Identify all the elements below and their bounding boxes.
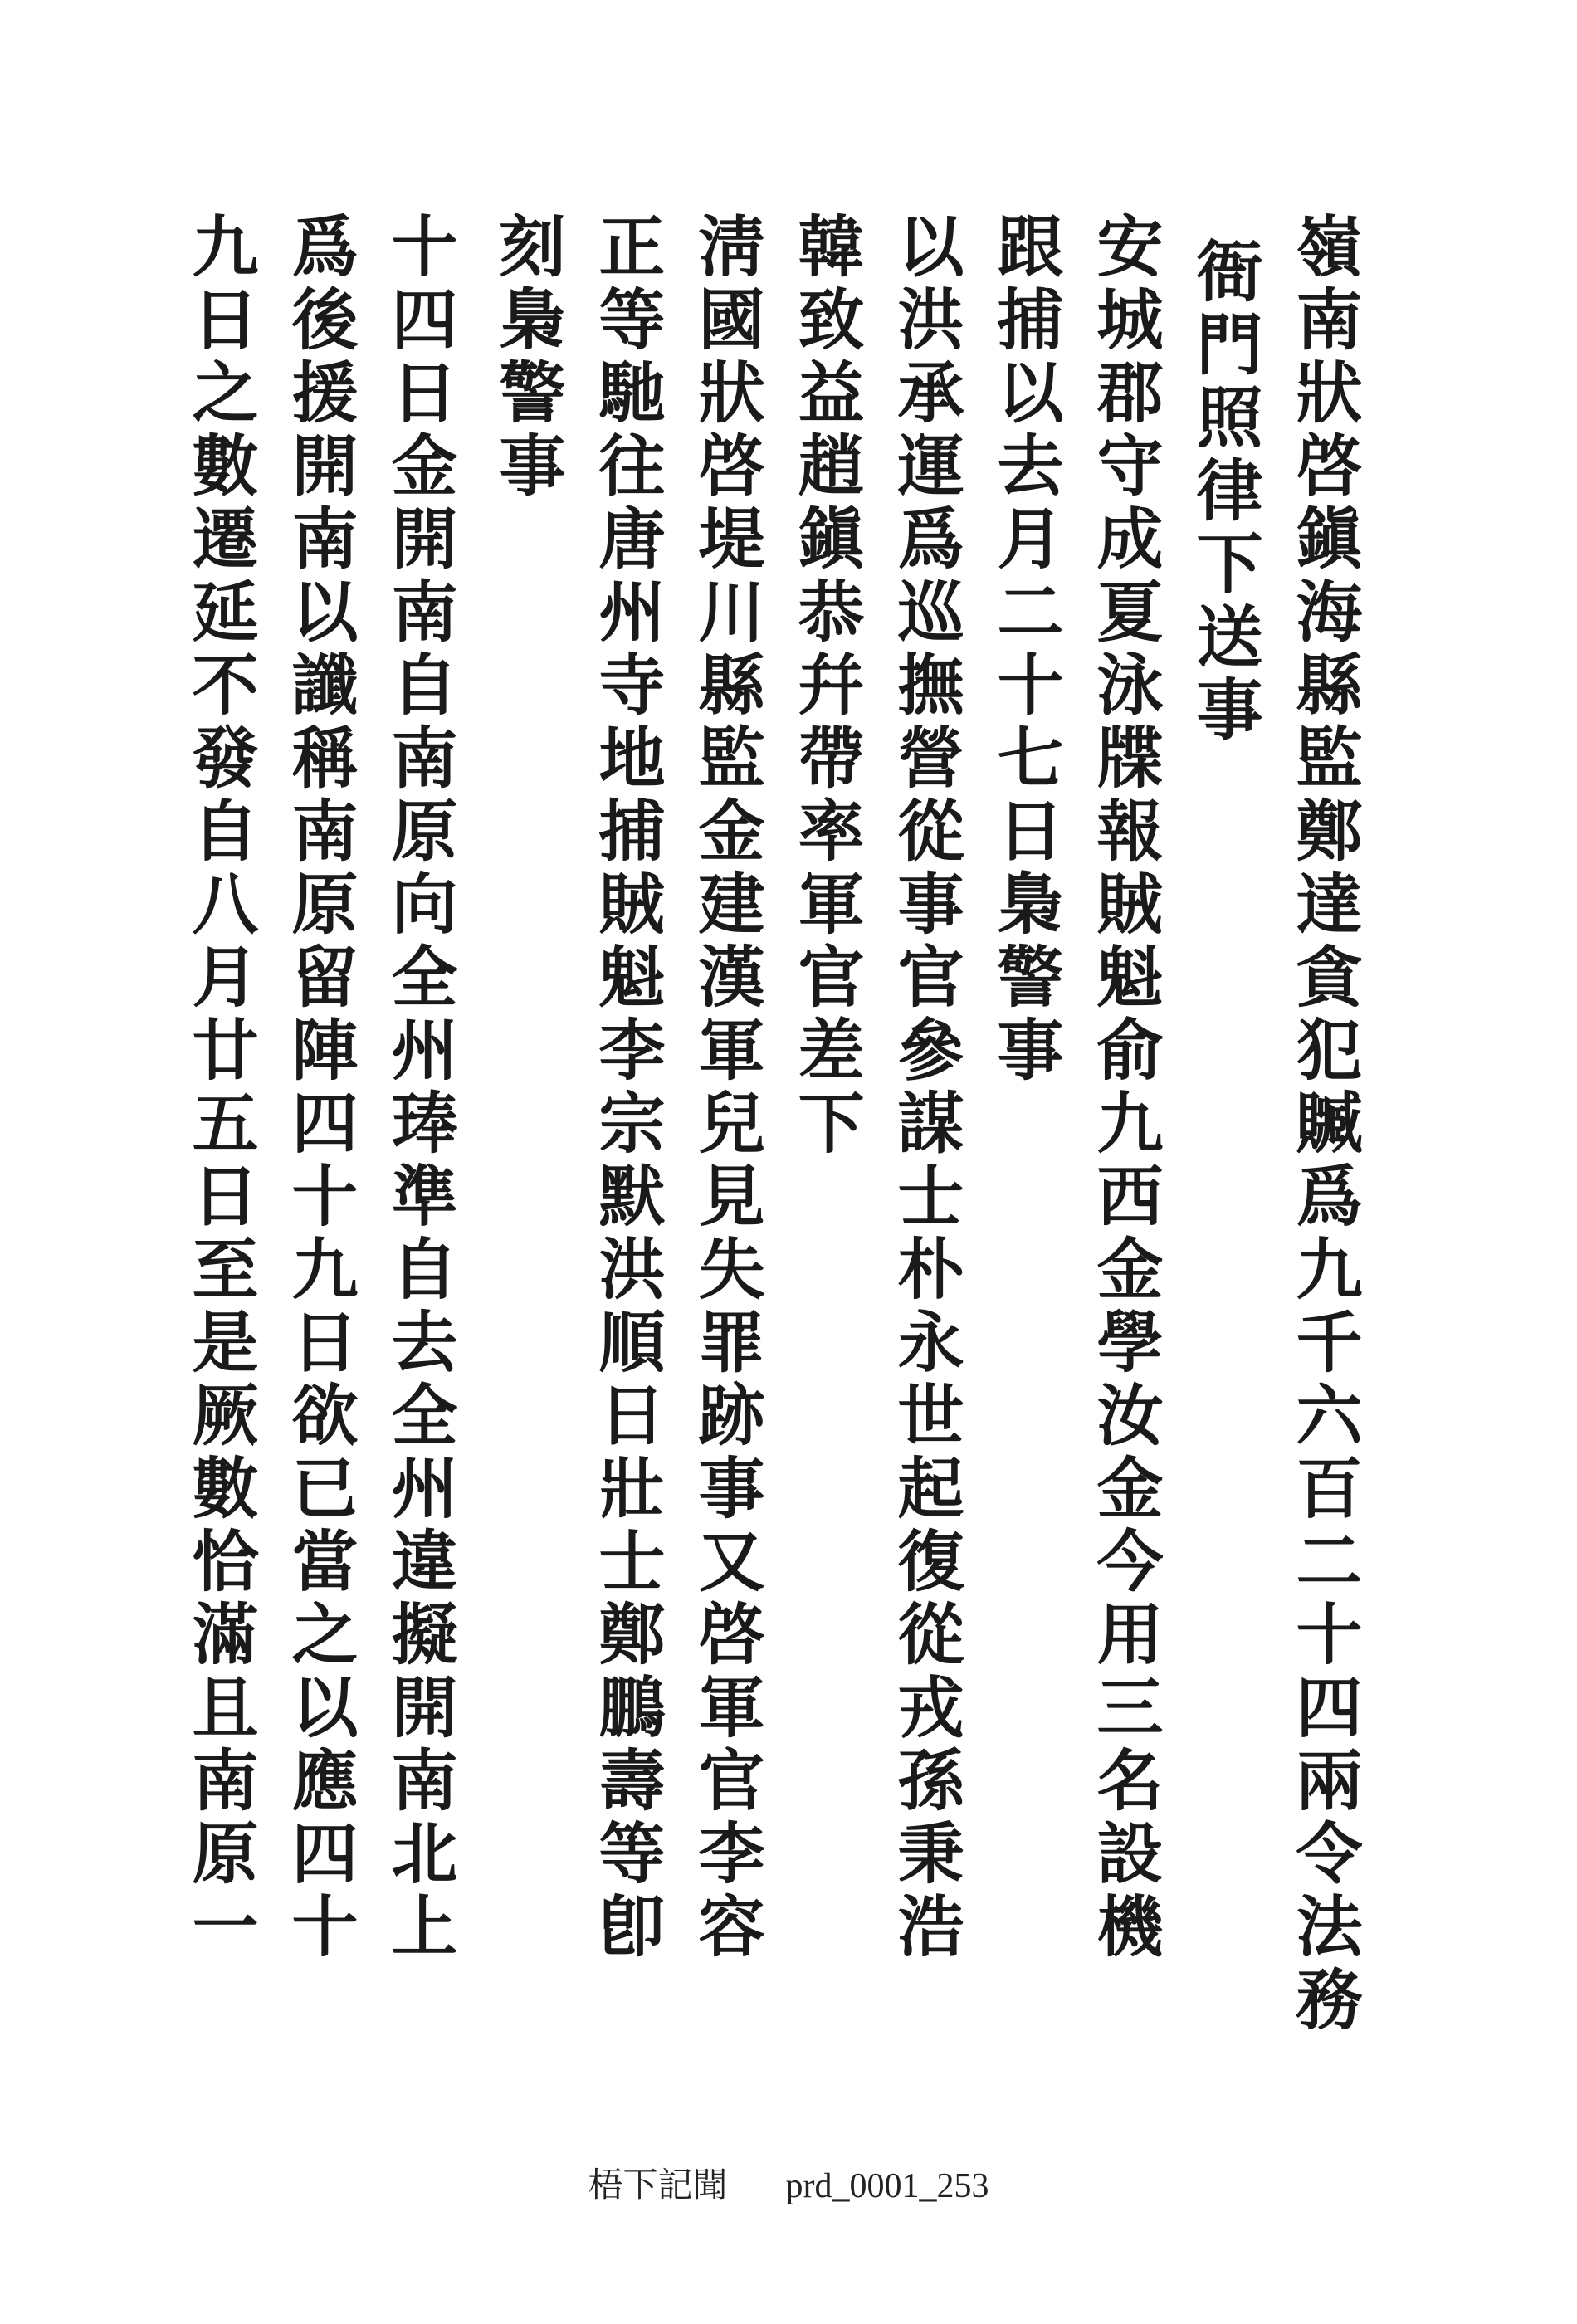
- text-column-5: 以洪承運爲巡撫營從事官參謀士朴永世起復從戎孫秉浩: [886, 212, 964, 1965]
- text-column-3: 安城郡守成夏泳牒報賊魁俞九西金學汝金今用三名設機: [1086, 212, 1164, 1965]
- text-column-9: 刻梟警事: [488, 212, 566, 504]
- text-column-8: 正等馳往唐州寺地捕賊魁李宗默洪順日壯士鄭鵬壽等卽: [588, 212, 666, 1965]
- page-footer: [0, 2158, 1577, 2208]
- text-column-4: 跟捕以去月二十七日梟警事: [986, 212, 1064, 1088]
- page-code: prd_0001_253: [785, 2167, 989, 2205]
- text-column-7: 淸國狀啓堤川縣監金建漢軍兒見失罪跡事又啓軍官李容: [687, 212, 765, 1965]
- text-column-10: 十四日金開南自南原向全州琫準自去全州違擬開南北上: [380, 212, 458, 1965]
- text-column-2: 衙門照律下送事: [1185, 237, 1263, 748]
- text-column-11: 爲後援開南以讖稱南原留陣四十九日欲已當之以應四十: [281, 212, 359, 1965]
- text-column-1: 嶺南狀啓鎭海縣監鄭達貪犯贓爲九千六百二十四兩令法務: [1285, 212, 1363, 2038]
- manuscript-text-block: [170, 212, 1365, 2038]
- text-column-12: 九日之數遷延不發自八月廿五日至是厥數恰滿且南原一: [181, 212, 259, 1965]
- text-column-6: 韓致益趙鎭恭幷帶率軍官差下: [787, 212, 865, 1161]
- book-title: 梧下記聞: [588, 2167, 728, 2205]
